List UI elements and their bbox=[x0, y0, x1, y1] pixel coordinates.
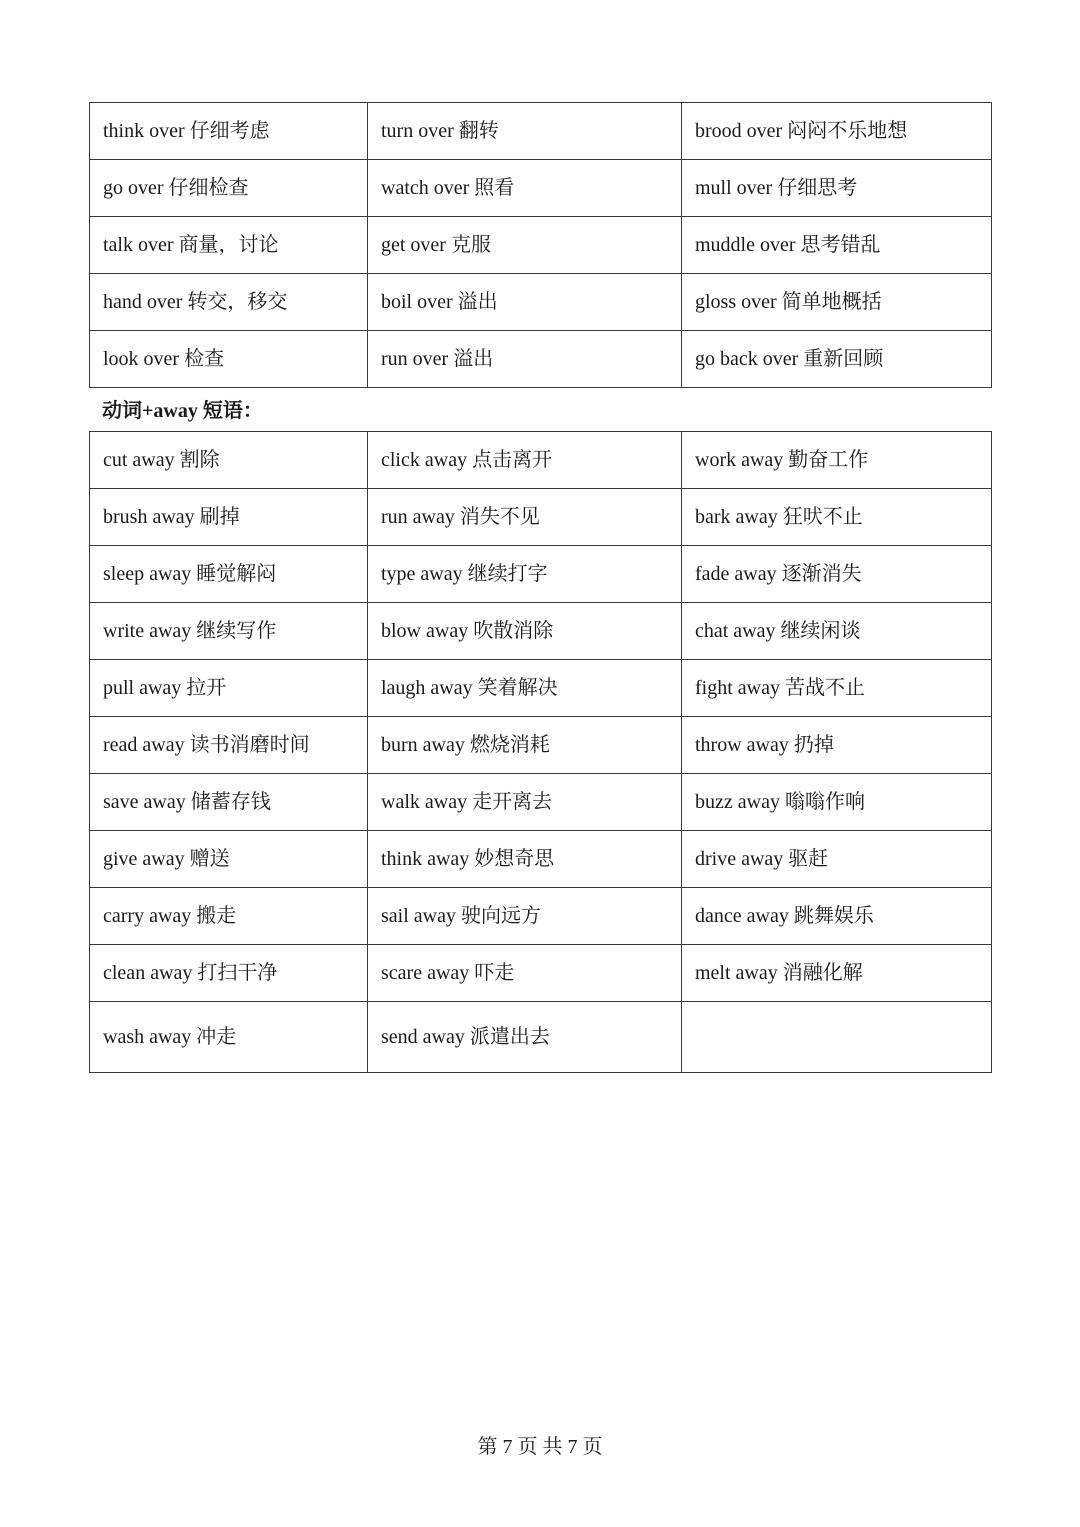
away-section-heading: 动词+away 短语： bbox=[102, 400, 263, 422]
phrase-cell: save away 储蓄存钱 bbox=[90, 774, 368, 831]
phrase-cell: boil over 溢出 bbox=[368, 274, 682, 331]
page-footer: 第 7 页 共 7 页 bbox=[477, 1436, 603, 1458]
table-row bbox=[90, 660, 992, 717]
phrase-cell: go over 仔细检查 bbox=[90, 160, 368, 217]
phrase-cell: think over 仔细考虑 bbox=[90, 103, 368, 160]
table-row bbox=[90, 489, 992, 546]
table-row bbox=[90, 774, 992, 831]
phrase-cell: go back over 重新回顾 bbox=[682, 331, 992, 388]
phrase-cell: laugh away 笑着解决 bbox=[368, 660, 682, 717]
phrase-cell: clean away 打扫干净 bbox=[90, 945, 368, 1002]
table-row bbox=[90, 831, 992, 888]
phrase-cell: chat away 继续闲谈 bbox=[682, 603, 992, 660]
phrase-cell: talk over 商量，讨论 bbox=[90, 217, 368, 274]
phrase-cell: bark away 狂吠不止 bbox=[682, 489, 992, 546]
phrase-cell: burn away 燃烧消耗 bbox=[368, 717, 682, 774]
table-row bbox=[90, 1002, 992, 1073]
phrase-cell bbox=[682, 1002, 992, 1073]
phrase-cell: send away 派遣出去 bbox=[368, 1002, 682, 1073]
phrase-cell: cut away 割除 bbox=[90, 432, 368, 489]
phrase-cell: fade away 逐渐消失 bbox=[682, 546, 992, 603]
phrase-cell: wash away 冲走 bbox=[90, 1002, 368, 1073]
phrase-cell: read away 读书消磨时间 bbox=[90, 717, 368, 774]
phrase-cell: blow away 吹散消除 bbox=[368, 603, 682, 660]
phrase-cell: fight away 苦战不止 bbox=[682, 660, 992, 717]
phrase-cell: run over 溢出 bbox=[368, 331, 682, 388]
phrase-cell: watch over 照看 bbox=[368, 160, 682, 217]
away-phrases-body bbox=[90, 432, 992, 1073]
phrase-cell: turn over 翻转 bbox=[368, 103, 682, 160]
phrase-cell: buzz away 嗡嗡作响 bbox=[682, 774, 992, 831]
phrase-cell: carry away 搬走 bbox=[90, 888, 368, 945]
phrase-cell: sail away 驶向远方 bbox=[368, 888, 682, 945]
table-row bbox=[90, 546, 992, 603]
phrase-cell: muddle over 思考错乱 bbox=[682, 217, 992, 274]
away-phrases-table bbox=[89, 431, 992, 1073]
phrase-cell: gloss over 简单地概括 bbox=[682, 274, 992, 331]
phrase-cell: run away 消失不见 bbox=[368, 489, 682, 546]
phrase-cell: brood over 闷闷不乐地想 bbox=[682, 103, 992, 160]
table-row bbox=[90, 160, 992, 217]
phrase-cell: click away 点击离开 bbox=[368, 432, 682, 489]
phrase-cell: pull away 拉开 bbox=[90, 660, 368, 717]
phrase-cell: think away 妙想奇思 bbox=[368, 831, 682, 888]
phrase-cell: sleep away 睡觉解闷 bbox=[90, 546, 368, 603]
phrase-cell: give away 赠送 bbox=[90, 831, 368, 888]
table-row bbox=[90, 888, 992, 945]
table-row bbox=[90, 274, 992, 331]
phrase-cell: hand over 转交，移交 bbox=[90, 274, 368, 331]
table-row bbox=[90, 331, 992, 388]
table-row bbox=[90, 717, 992, 774]
phrase-cell: work away 勤奋工作 bbox=[682, 432, 992, 489]
phrase-cell: type away 继续打字 bbox=[368, 546, 682, 603]
over-phrases-body bbox=[90, 103, 992, 388]
phrase-cell: get over 克服 bbox=[368, 217, 682, 274]
phrase-cell: look over 检查 bbox=[90, 331, 368, 388]
phrase-cell: scare away 吓走 bbox=[368, 945, 682, 1002]
phrase-cell: drive away 驱赶 bbox=[682, 831, 992, 888]
phrase-cell: mull over 仔细思考 bbox=[682, 160, 992, 217]
table-row bbox=[90, 603, 992, 660]
phrase-cell: write away 继续写作 bbox=[90, 603, 368, 660]
phrase-cell: melt away 消融化解 bbox=[682, 945, 992, 1002]
phrase-cell: walk away 走开离去 bbox=[368, 774, 682, 831]
over-phrases-table bbox=[89, 102, 992, 388]
phrase-cell: throw away 扔掉 bbox=[682, 717, 992, 774]
phrase-cell: brush away 刷掉 bbox=[90, 489, 368, 546]
table-row bbox=[90, 103, 992, 160]
phrase-cell: dance away 跳舞娱乐 bbox=[682, 888, 992, 945]
table-row bbox=[90, 217, 992, 274]
table-row bbox=[90, 945, 992, 1002]
table-row bbox=[90, 432, 992, 489]
